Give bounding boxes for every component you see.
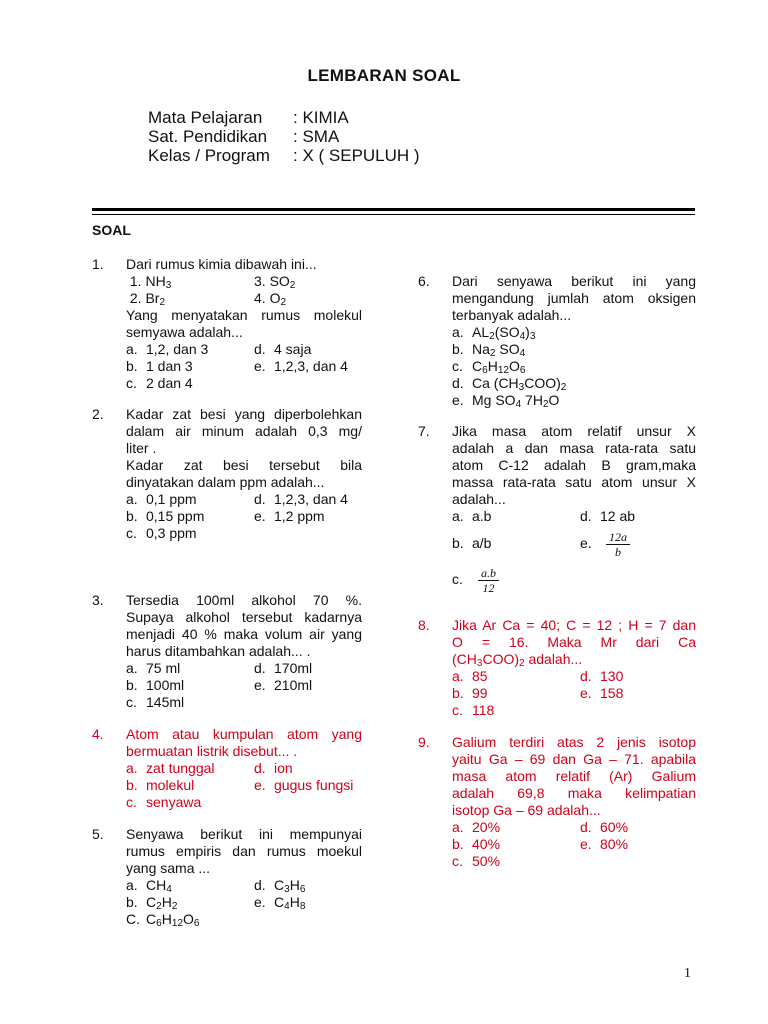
option-c[interactable]: c. 145ml: [126, 694, 185, 710]
option-c[interactable]: c. 2 dan 4: [126, 375, 193, 391]
answer-options: [126, 660, 362, 711]
answer-options: [452, 668, 696, 719]
option-a[interactable]: a. 75 ml: [126, 660, 181, 676]
option-e[interactable]: e. 158: [580, 685, 624, 701]
option-b[interactable]: b. molekul: [126, 777, 195, 793]
option-d[interactable]: d. 130: [580, 668, 624, 684]
option-b[interactable]: b. 0,15 ppm: [126, 508, 205, 524]
option-e[interactable]: e. 210ml: [254, 677, 313, 693]
option-b[interactable]: b. Na2 SO4: [452, 341, 526, 359]
option-e[interactable]: e. 80%: [580, 836, 629, 852]
meta-row-class: Kelas / Program : X ( SEPULUH ): [148, 146, 420, 165]
option-e[interactable]: e. C4H8: [254, 894, 306, 912]
answer-options: [126, 877, 362, 928]
page-title: LEMBARAN SOAL: [307, 66, 461, 85]
option-c[interactable]: c. C6H12O6: [452, 358, 526, 376]
answer-options: [126, 491, 362, 542]
answer-options: [126, 341, 362, 392]
option-b[interactable]: b. 40%: [452, 836, 501, 852]
option-a[interactable]: a. 1,2, dan 3: [126, 341, 209, 357]
option-a[interactable]: a. 85: [452, 668, 488, 684]
option-e[interactable]: e. $\frac{12a}{b}$: [580, 525, 696, 561]
option-c[interactable]: c. 118: [452, 702, 495, 718]
option-c[interactable]: c. 50%: [452, 853, 501, 869]
answer-options: [452, 819, 696, 870]
answer-options: [452, 324, 696, 409]
section-heading: SOAL: [92, 222, 131, 238]
option-e[interactable]: e. Mg SO4 7H2O: [452, 392, 560, 410]
option-b[interactable]: b. 99: [452, 685, 488, 701]
option-d[interactable]: d. C3H6: [254, 877, 306, 895]
option-a[interactable]: a. 0,1 ppm: [126, 491, 197, 507]
option-b[interactable]: b. a/b: [452, 535, 492, 551]
formula-list: 1. NH3 3. SO2 2. Br2 4. O2: [129, 273, 296, 308]
option-a[interactable]: a. CH4: [126, 877, 172, 895]
option-d[interactable]: d. 4 saja: [254, 341, 312, 357]
option-c[interactable]: c. $\frac{a.b}{12}$: [452, 561, 580, 597]
option-b[interactable]: b. C2H2: [126, 894, 178, 912]
formula-line: (CH3COO)2 adalah...: [452, 651, 583, 669]
meta-row-level: Sat. Pendidikan : SMA: [148, 127, 340, 146]
page-number: 1: [684, 966, 691, 981]
worksheet-page: LEMBARAN SOAL Mata Pelajaran : KIMIA Sat. Pendidikan : SMA Kelas / Program : X ( SEPULUH ) SOAL 1. Dari rumus kimia dibawah ini... 1. NH3 3. SO2 2. Br2 4. O2 Yang menyatakan rumus molekul semyawa adalah... a. 1,2, dan 3 d. 4 saja b. 1 dan 3 e. 1,2,3, dan 4 c. 2 dan 4 2. Kadar zat besi yang diperbolehkan dalam air minum adalah 0,3 mg/ liter . Kadar zat besi tersebut bila dinyatakan dalam ppm adalah... a. 0,1 ppm d. 1,2,3, dan 4 b. 0,15 ppm e. 1,2 ppm c. 0,3 ppm 3. Tersedia 100ml alkohol 70 %. Supaya alkohol tersebut kadarnya menjadi 40 % maka volum air yang harus ditambahkan adalah... . a. 75 ml d. 170ml b. 100ml e. 210ml c. 145ml 4. Atom atau kumpulan atom yang bermuatan listrik disebut... . a. zat tunggal d. ion b. molekul e. gugus fungsi c. senyawa 5. Senyawa berikut ini mempunyai rumus empiris dan rumus moekul yang sama ... a. CH4 d. C3H6 b. C2H2 e. C4H8 C. C6H12O6 6. Dari senyawa berikut ini yang mengandung jumlah atom oksigen terbanyak adalah... a. AL2(SO4)3 b. Na2 SO4 c. C6H12O6 d. Ca (CH3COO)2 e. Mg SO4 7H2O 7. Jika masa atom relatif unsur X adalah a dan masa rata-rata satu atom C-12 adalah B gram,maka massa rata-rata satu atom unsur X adalah... a. a.b d. 12 ab b. a/b e. $\frac{12a}{b}$ c. $\frac{a.b}{12}$ 8. Jika Ar Ca = 40; C = 12 ; H = 7 dan O = 16. Maka Mr dari Ca (CH3COO)2 adalah... a. 85 d. 130 b. 99 e. 158 c. 118 9. Galium terdiri atas 2 jenis isotop yaitu Ga – 69 dan Ga – 71. apabila masa atom relatif (Ar) Galium adalah 69,8 maka kelimpatian isotop Ga – 69 adalah... a. 20% d. 60% b. 40% e. 80% c. 50% 1: [0, 0, 768, 1024]
answer-options: [452, 508, 696, 597]
option-d[interactable]: d. Ca (CH3COO)2: [452, 375, 567, 393]
option-a[interactable]: a. a.b: [452, 508, 492, 524]
option-d[interactable]: d. 170ml: [254, 660, 313, 676]
option-b[interactable]: b. 1 dan 3: [126, 358, 193, 374]
fraction-12a-over-b: $\frac{12a}{b}$: [606, 530, 630, 559]
option-d[interactable]: d. 1,2,3, dan 4: [254, 491, 348, 507]
header-divider-thick: [92, 208, 695, 211]
option-c[interactable]: c. 0,3 ppm: [126, 525, 197, 541]
option-e[interactable]: e. 1,2 ppm: [254, 508, 325, 524]
answer-options: [126, 760, 362, 811]
option-a[interactable]: a. 20%: [452, 819, 501, 835]
fraction-ab-over-12: $\frac{a.b}{12}$: [478, 566, 499, 595]
option-a[interactable]: a. zat tunggal: [126, 760, 215, 776]
option-d[interactable]: d. 12 ab: [580, 508, 636, 524]
subject-info: [148, 108, 420, 165]
header-divider-thin: [92, 214, 695, 215]
option-e[interactable]: e. 1,2,3, dan 4: [254, 358, 348, 374]
option-c[interactable]: c. senyawa: [126, 794, 202, 810]
meta-row-subject: Mata Pelajaran : KIMIA: [148, 108, 349, 127]
option-d[interactable]: d. ion: [254, 760, 293, 776]
option-c[interactable]: C. C6H12O6: [126, 911, 200, 929]
option-e[interactable]: e. gugus fungsi: [254, 777, 354, 793]
option-a[interactable]: a. AL2(SO4)3: [452, 324, 536, 342]
option-d[interactable]: d. 60%: [580, 819, 629, 835]
option-b[interactable]: b. 100ml: [126, 677, 185, 693]
